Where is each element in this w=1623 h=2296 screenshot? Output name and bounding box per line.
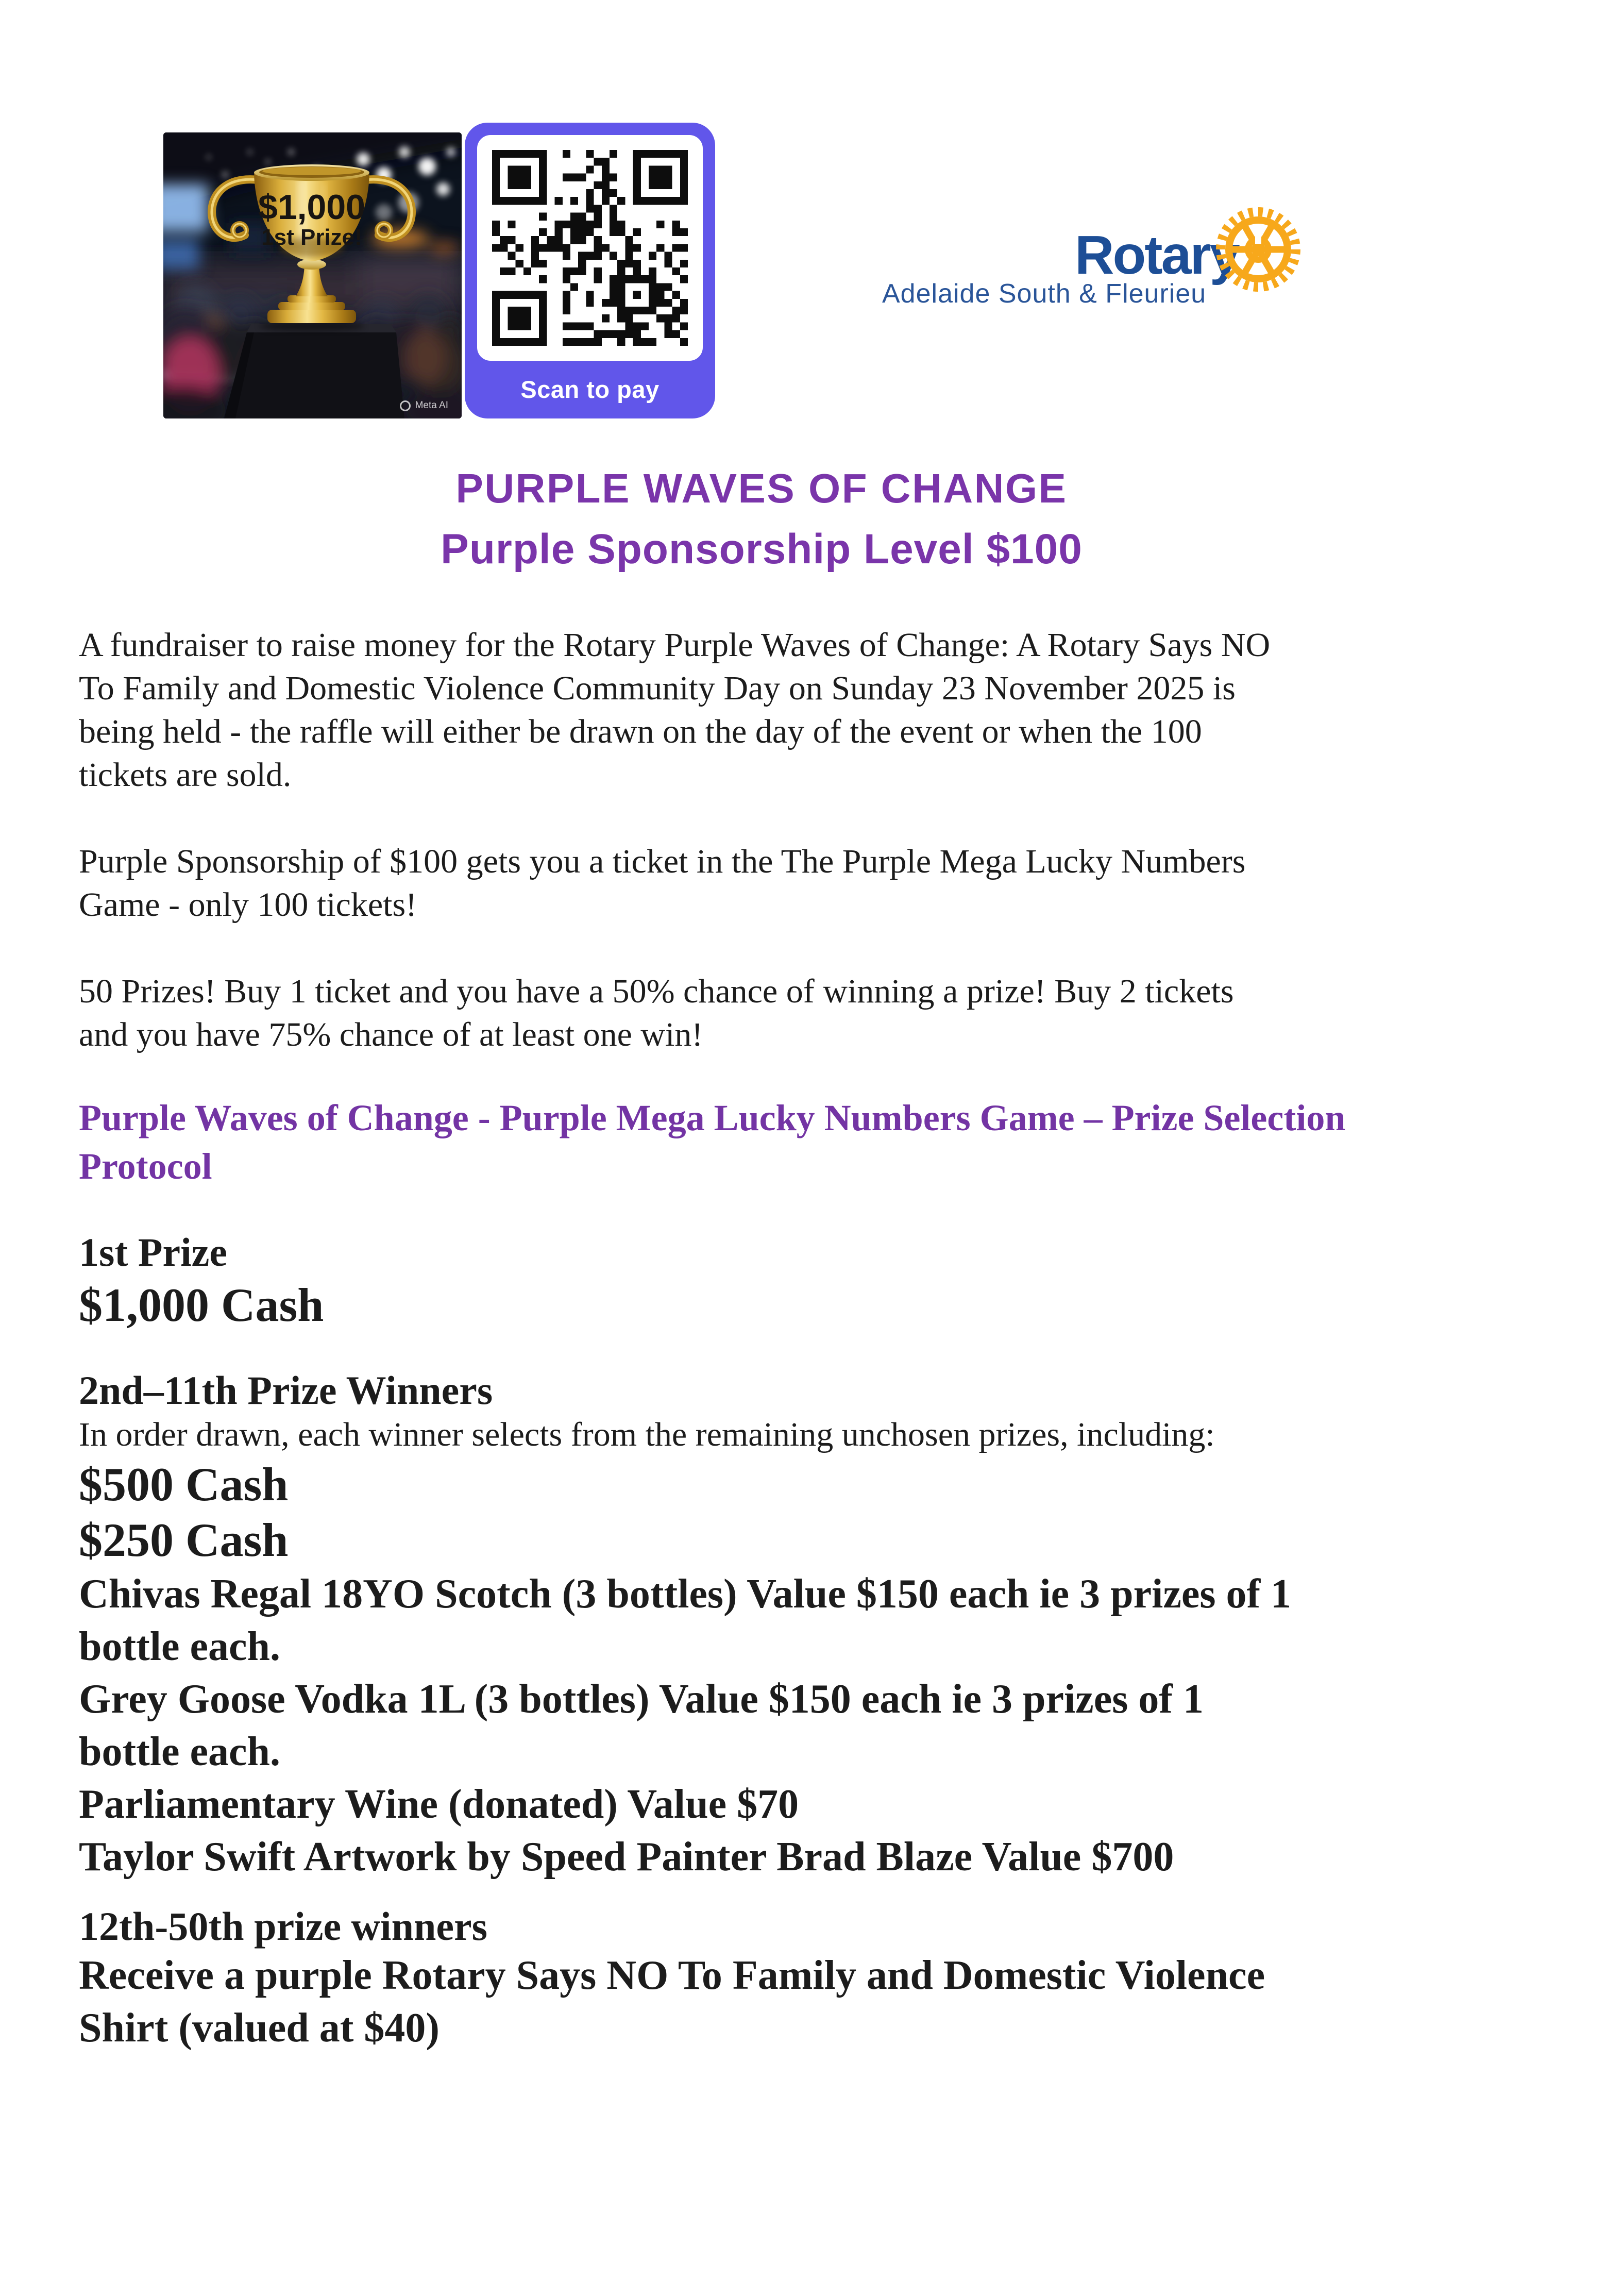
document-content: [79, 464, 1444, 2054]
intro-paragraph: [79, 624, 1444, 797]
qr-panel: [477, 135, 703, 361]
text-line: Receive a purple Rotary Says NO To Family and Domestic Violence: [79, 1953, 1265, 1998]
trophy-photo: [163, 132, 462, 418]
text-line: Purple Waves of Change - Purple Mega Lucky Numbers Game – Prize Selection: [79, 1097, 1346, 1138]
second-prize-heading: 2nd–11th Prize Winners: [79, 1368, 493, 1413]
page-title: PURPLE WAVES OF CHANGE: [455, 465, 1068, 511]
rotary-gear-icon: [1212, 203, 1305, 296]
rotary-tagline: Adelaide South & Fleurieu: [882, 279, 1207, 309]
item-prize-list: [79, 1568, 1444, 1883]
text-line: $500 Cash: [79, 1458, 289, 1511]
text-line: A fundraiser to raise money for the Rotary Purple Waves of Change: A Rotary Says NO: [79, 626, 1271, 664]
rotary-logo: [871, 201, 1334, 335]
trophy-prize-amount: $1,000: [258, 188, 365, 227]
text-line: Game - only 100 tickets!: [79, 886, 417, 924]
sponsorship-paragraph: [79, 840, 1444, 927]
text-line: bottle each.: [79, 1624, 281, 1669]
rotary-wordmark: Rotary: [1075, 225, 1239, 286]
meta-ai-watermark-text: Meta AI: [415, 400, 448, 411]
third-prize-heading: 12th-50th prize winners: [79, 1904, 487, 1949]
text-line: Taylor Swift Artwork by Speed Painter Brad Blaze Value $700: [79, 1834, 1174, 1880]
text-line: To Family and Domestic Violence Community Day on Sunday 23 November 2025 is: [79, 669, 1236, 707]
qr-payment-card: [465, 123, 715, 418]
third-prize-description: [79, 1949, 1444, 2054]
text-line: Protocol: [79, 1146, 212, 1187]
text-line: Chivas Regal 18YO Scotch (3 bottles) Value $150 each ie 3 prizes of 1: [79, 1571, 1292, 1617]
text-line: Purple Sponsorship of $100 gets you a ticket in the The Purple Mega Lucky Numbers: [79, 843, 1246, 880]
trophy-photo-art: [163, 132, 462, 418]
text-line: tickets are sold.: [79, 756, 292, 794]
meta-ai-watermark: [400, 400, 448, 411]
trophy-prize-label: 1st Prize!: [261, 225, 362, 250]
text-line: Grey Goose Vodka 1L (3 bottles) Value $150 each ie 3 prizes of 1: [79, 1677, 1204, 1722]
odds-paragraph: [79, 970, 1444, 1057]
second-prize-description: In order drawn, each winner selects from the remaining unchosen prizes, including:: [79, 1416, 1215, 1453]
text-line: $250 Cash: [79, 1514, 289, 1566]
first-prize-label: 1st Prize: [79, 1230, 228, 1275]
text-line: 50 Prizes! Buy 1 ticket and you have a 50% chance of winning a prize! Buy 2 tickets: [79, 973, 1234, 1010]
text-line: and you have 75% chance of at least one win!: [79, 1016, 703, 1053]
text-line: Parliamentary Wine (donated) Value $70: [79, 1782, 799, 1827]
protocol-heading: [79, 1094, 1444, 1191]
qr-code: [477, 135, 703, 361]
meta-ai-icon: [400, 400, 411, 411]
text-line: Shirt (valued at $40): [79, 2005, 439, 2051]
text-line: bottle each.: [79, 1729, 281, 1774]
qr-caption: Scan to pay: [520, 376, 660, 403]
first-prize-value: $1,000 Cash: [79, 1279, 324, 1331]
page-subtitle: Purple Sponsorship Level $100: [441, 526, 1083, 573]
cash-prize-list: [79, 1456, 1444, 1568]
text-line: being held - the raffle will either be drawn on the day of the event or when the 100: [79, 713, 1202, 750]
